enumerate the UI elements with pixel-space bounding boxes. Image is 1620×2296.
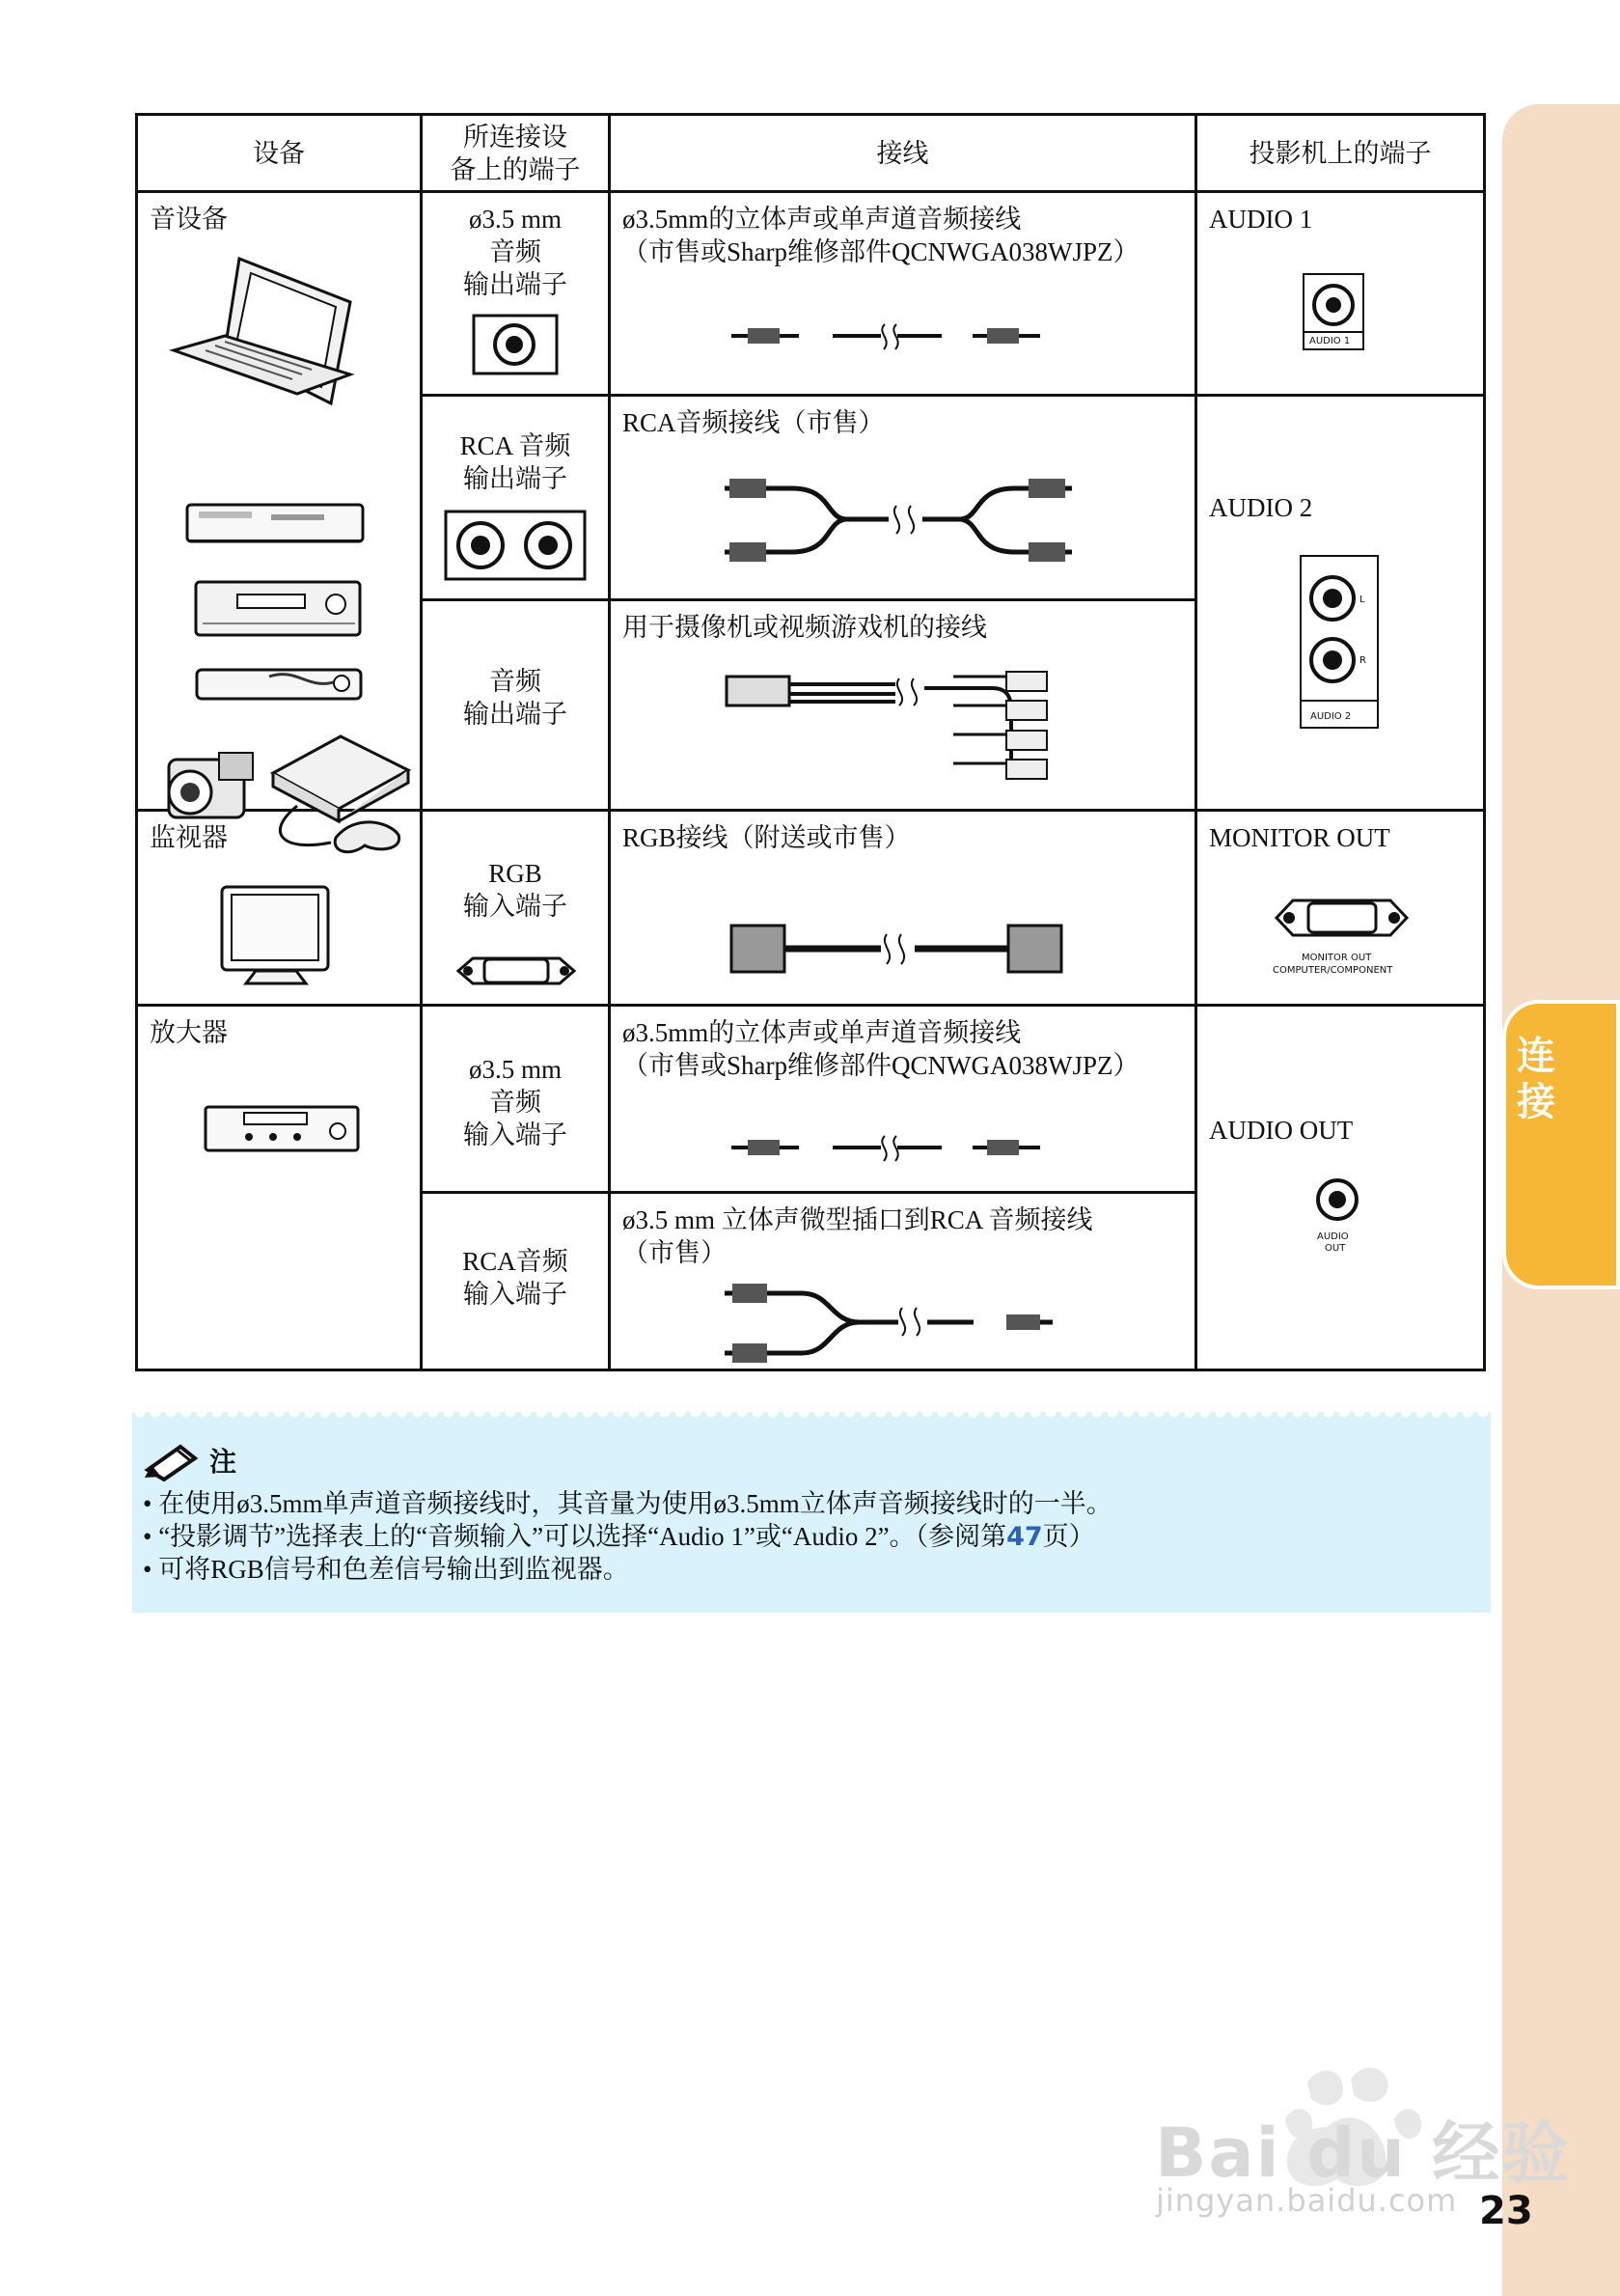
amp-minijack-cable-line-1: ø3.5mm的立体声或单声道音频接线 (622, 1018, 1022, 1047)
minijack-rca-cable-cell (610, 1193, 1196, 1370)
audio-out-projector-label: AUDIO OUT (1209, 1116, 1354, 1145)
audio1-device-port-line-2: 音频 (489, 237, 541, 266)
audio-out-port-label: AUDIO (1317, 1231, 1349, 1242)
section-tab-label: 连 接 (1517, 1034, 1557, 1124)
audio2-right-label: R (1359, 655, 1366, 666)
audio1-device-port-line-3: 输出端子 (463, 270, 567, 299)
rca-output-port-line-1: RCA 音频 (459, 431, 571, 460)
rgb-input-port-cell (422, 811, 610, 1006)
audio1-cable-line-2: （市售或Sharp维修部件QCNWGA038WJPZ） (622, 237, 1139, 266)
av-output-port-line-1: 音频 (489, 667, 541, 696)
minijack-rca-cable-icon (725, 1282, 1072, 1364)
monitor-out-projector-label: MONITOR OUT (1209, 823, 1390, 852)
rgb-cable-icon (727, 916, 1069, 988)
audio1-port-label: AUDIO 1 (1309, 336, 1351, 346)
audio-device-cell (137, 192, 422, 811)
amp-minijack-port-cell (422, 1006, 610, 1193)
audio2-left-label: L (1359, 595, 1365, 605)
monitor-device-cell (137, 811, 422, 1006)
header-device-port: 所连接设 备上的端子 (422, 115, 610, 192)
av-cable-label: 用于摄像机或视频游戏机的接线 (622, 613, 987, 642)
laptop-icon (172, 249, 365, 413)
amp-minijack-port-line-1: ø3.5 mm (468, 1055, 562, 1084)
audio2-ports-icon (1299, 554, 1386, 737)
audio2-projector-cell (1196, 396, 1485, 811)
note-line-1: • 在使用ø3.5mm单声道音频接线时，其音量为使用ø3.5mm立体声音频接线时的一半。 (143, 1489, 1112, 1518)
audio-device-label: 音设备 (150, 205, 228, 234)
monitor-icon (217, 882, 338, 988)
header-projector-port: 投影机上的端子 (1196, 115, 1485, 192)
rca-cable-label: RCA音频接线（市售） (622, 408, 885, 437)
av-cable-icon (722, 667, 1069, 788)
amp-rca-port-line-2: 输入端子 (463, 1280, 567, 1309)
monitor-out-port-label: MONITOR OUT (1302, 953, 1372, 963)
connection-table (135, 113, 1486, 1371)
audio1-device-port-cell (422, 192, 610, 396)
amp-minijack-cable-line-2: （市售或Sharp维修部件QCNWGA038WJPZ） (622, 1051, 1139, 1080)
amp-rca-port-line-1: RCA音频 (462, 1247, 568, 1276)
monitor-out-port-icon (1272, 896, 1412, 944)
vcr-icon (191, 577, 365, 640)
audio1-projector-cell (1196, 192, 1485, 396)
audio-out-port-sub-label: OUT (1325, 1243, 1346, 1254)
audio-out-port-icon (1311, 1174, 1364, 1227)
minijack-port-icon (471, 313, 563, 375)
note-page-suffix: 页） (1042, 1522, 1095, 1551)
note-page-reference-link[interactable]: 47 (1006, 1522, 1043, 1552)
amplifier-device-cell (137, 1006, 422, 1370)
av-cable-cell (610, 600, 1196, 811)
header-cable: 接线 (610, 115, 1196, 192)
audio2-port-label: AUDIO 2 (1310, 711, 1352, 722)
av-output-port-cell (422, 600, 610, 811)
rgb-cable-cell (610, 811, 1196, 1006)
amp-rca-port-cell (422, 1193, 610, 1370)
note-pencil-icon (140, 1441, 202, 1481)
audio1-projector-label: AUDIO 1 (1209, 205, 1313, 234)
page-number: 23 (1479, 2189, 1533, 2233)
watermark-url: jingyan.baidu.com (1156, 2182, 1458, 2219)
amp-minijack-port-line-2: 音频 (489, 1088, 541, 1117)
audio1-cable-cell (610, 192, 1196, 396)
header-device: 设备 (137, 115, 422, 192)
rgb-input-port-line-2: 输入端子 (463, 892, 567, 921)
vga-input-port-icon (453, 952, 579, 990)
amplifier-icon (201, 1095, 365, 1163)
amp-minijack-cable-icon (731, 1131, 1069, 1165)
audio-out-projector-cell (1196, 1006, 1485, 1370)
rca-cable-cell (610, 396, 1196, 600)
monitor-device-label: 监视器 (150, 823, 228, 852)
monitor-out-projector-cell (1196, 811, 1485, 1006)
rgb-cable-label: RGB接线（附送或市售） (622, 823, 911, 852)
amp-minijack-port-line-3: 输入端子 (463, 1120, 567, 1149)
minijack-rca-cable-line-2: （市售） (622, 1238, 727, 1267)
audio1-device-port-line-1: ø3.5 mm (468, 205, 562, 234)
rca-output-port-cell (422, 396, 610, 600)
audio2-projector-label: AUDIO 2 (1209, 493, 1313, 522)
amplifier-device-label: 放大器 (150, 1018, 228, 1047)
rca-cable-icon (725, 469, 1072, 570)
dvd-player-icon (184, 497, 368, 550)
note-line-2-text: • “投影调节”选择表上的“音频输入”可以选择“Audio 1”或“Audio 2”。（参阅第 (143, 1522, 1007, 1551)
watermark-text: Bai du 经验 (1155, 2114, 1572, 2193)
note-line-3: • 可将RGB信号和色差信号输出到监视器。 (143, 1555, 629, 1584)
av-output-port-line-2: 输出端子 (463, 700, 567, 729)
rgb-input-port-line-1: RGB (488, 859, 542, 888)
minijack-cable-icon (731, 319, 1069, 353)
monitor-out-port-sub-label: COMPUTER/COMPONENT (1273, 965, 1393, 976)
minijack-rca-cable-line-1: ø3.5 mm 立体声微型插口到RCA 音频接线 (622, 1205, 1093, 1234)
audio1-cable-line-1: ø3.5mm的立体声或单声道音频接线 (622, 205, 1022, 234)
rca-output-ports-icon (444, 510, 589, 582)
rca-output-port-line-2: 输出端子 (463, 464, 567, 493)
amp-minijack-cable-cell (610, 1006, 1196, 1193)
set-top-box-icon (192, 662, 366, 705)
note-title: 注 (209, 1446, 237, 1478)
